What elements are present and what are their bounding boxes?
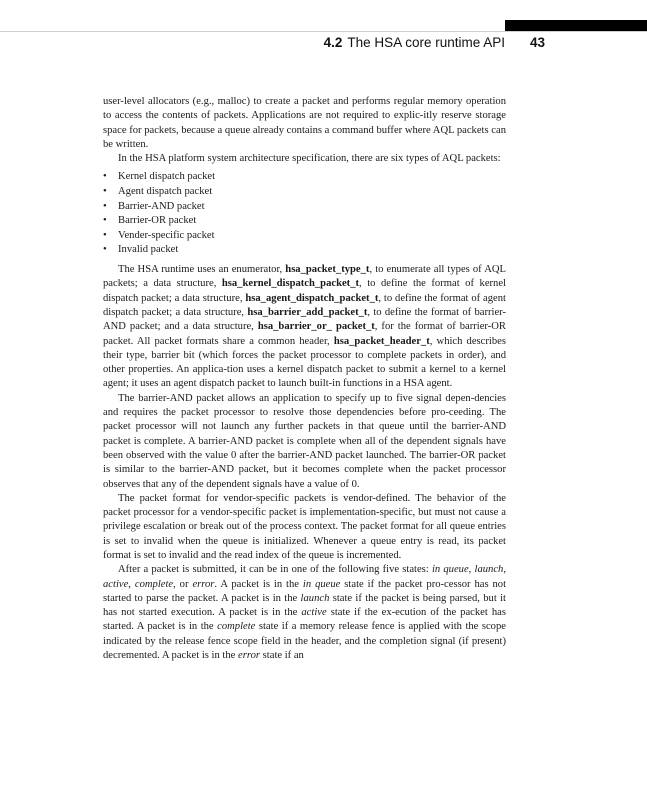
state-term: error <box>238 650 261 662</box>
paragraph-3 <box>103 263 506 392</box>
text-run: , to define the format of barrier-AND packet; and a data structure, <box>103 306 507 333</box>
list-item: • Vender-specific packet <box>103 229 506 244</box>
text-run: , which describes their type, barrier bit (which forces the packet processor to complete packets in order), and other properties. An applica-tion uses a kernel dispatch packet to submit a kernel to a kernel agent; it uses an agent dispatch packet to launch built-in functions in a HSA agent. <box>103 335 506 390</box>
list-item: • Agent dispatch packet <box>103 185 506 200</box>
state-term: in queue <box>302 578 341 590</box>
text-run: After a packet is submitted, it can be in one of the following five states: <box>118 564 429 576</box>
text-run: state if the packet is being parsed, but it has not started execution. A packet is in the <box>103 592 506 619</box>
text-run: state if the ex-ecution of the packet has started. A packet is in the <box>103 607 506 633</box>
text-run: , or <box>173 578 189 590</box>
paragraph-6 <box>103 563 506 663</box>
state-term: in queue <box>431 564 469 576</box>
state-term: launch <box>300 592 330 604</box>
text-run: , <box>468 564 472 576</box>
text-run: , <box>503 564 506 576</box>
page-number: 43 <box>530 35 546 50</box>
text-run: , to define the format of agent dispatch packet; a data structure, <box>103 292 506 318</box>
text-run: , for the format of barrier-OR packet. All packet formats share a common header, <box>103 321 506 347</box>
code-term: hsa_packet_header_t <box>333 335 430 347</box>
text-run: , to define the format of kernel dispatch packet; a data structure, <box>103 278 506 304</box>
state-term: launch <box>474 564 504 576</box>
state-term: error <box>192 578 215 590</box>
paragraph-5: The packet format for vendor-specific packets is vendor-defined. The behavior of the packet processor for a vendor-specific packet is implementation-specific, but must not cause a privilege escalation or break out of the process context. The packet format for all queue entries is set to invalid when the queue is initialized. Whenever a queue entry is read, its packet format is set to invalid and the read index of the queue is incremented. <box>103 492 506 561</box>
list-item: • Barrier-OR packet <box>103 214 506 229</box>
list-item: • Invalid packet <box>103 243 506 258</box>
header-rule <box>0 31 647 32</box>
code-term: hsa_agent_dispatch_packet_t <box>245 292 379 304</box>
text-run: . A packet is in the <box>214 578 299 590</box>
state-term: complete <box>217 621 256 633</box>
state-term: active <box>103 578 129 590</box>
section-number: 4.2 <box>323 35 343 50</box>
header-black-bar <box>505 20 647 31</box>
paragraph-2: In the HSA platform system architecture specification, there are six types of AQL packets: <box>118 153 501 165</box>
paragraph-4: The barrier-AND packet allows an application to specify up to five signal depen-dencies and requires the packet processor to resolve those dependencies before pro-ceeding. The packet processor will not launch any further packets in that queue until the barrier-AND packet is complete. A barrier-AND packet is complete when all of the dependent signals have been observed with the value 0 after the barrier-AND packet launched. The barrier-OR packet is similar to the barrier-AND packet, but it becomes complete when the packet processor observes that any of the dependent signals have a value of 0. <box>103 392 506 490</box>
packet-type-list <box>103 170 506 258</box>
list-item: • Kernel dispatch packet <box>103 170 506 185</box>
running-head <box>324 35 505 50</box>
list-item: • Barrier-AND packet <box>103 200 506 215</box>
text-run: state if an <box>262 650 304 662</box>
code-term: hsa_kernel_dispatch_packet_t <box>221 278 360 290</box>
text-run: state if the packet pro-cessor has not started to parse the packet. A packet is in the <box>103 578 507 604</box>
text-run: state if a memory release fence is applied with the scope indicated by the release fence scope field in the header, and the completion signal (if present) decremented. A packet is in the <box>103 621 506 662</box>
code-term: hsa_barrier_add_packet_t <box>247 306 368 318</box>
state-term: active <box>301 607 327 619</box>
paragraph-1: user-level allocators (e.g., malloc) to create a packet and performs regular memory operation to access the contents of packets. Applications are not required to explic-itly reserve storage space for packets, because a queue already contains a command buffer where AQL packets can be written. <box>103 96 506 150</box>
text-run: , <box>128 578 131 590</box>
state-term: complete <box>134 578 174 590</box>
text-run: The HSA runtime uses an enumerator, <box>118 264 283 276</box>
code-term: hsa_barrier_or_ packet_t <box>257 321 375 333</box>
text-run: , to enumerate all types of AQL packets; a data structure, <box>103 264 506 290</box>
code-term: hsa_packet_type_t <box>285 264 370 276</box>
page-body <box>103 95 506 663</box>
section-title: The HSA core runtime API <box>347 35 505 50</box>
